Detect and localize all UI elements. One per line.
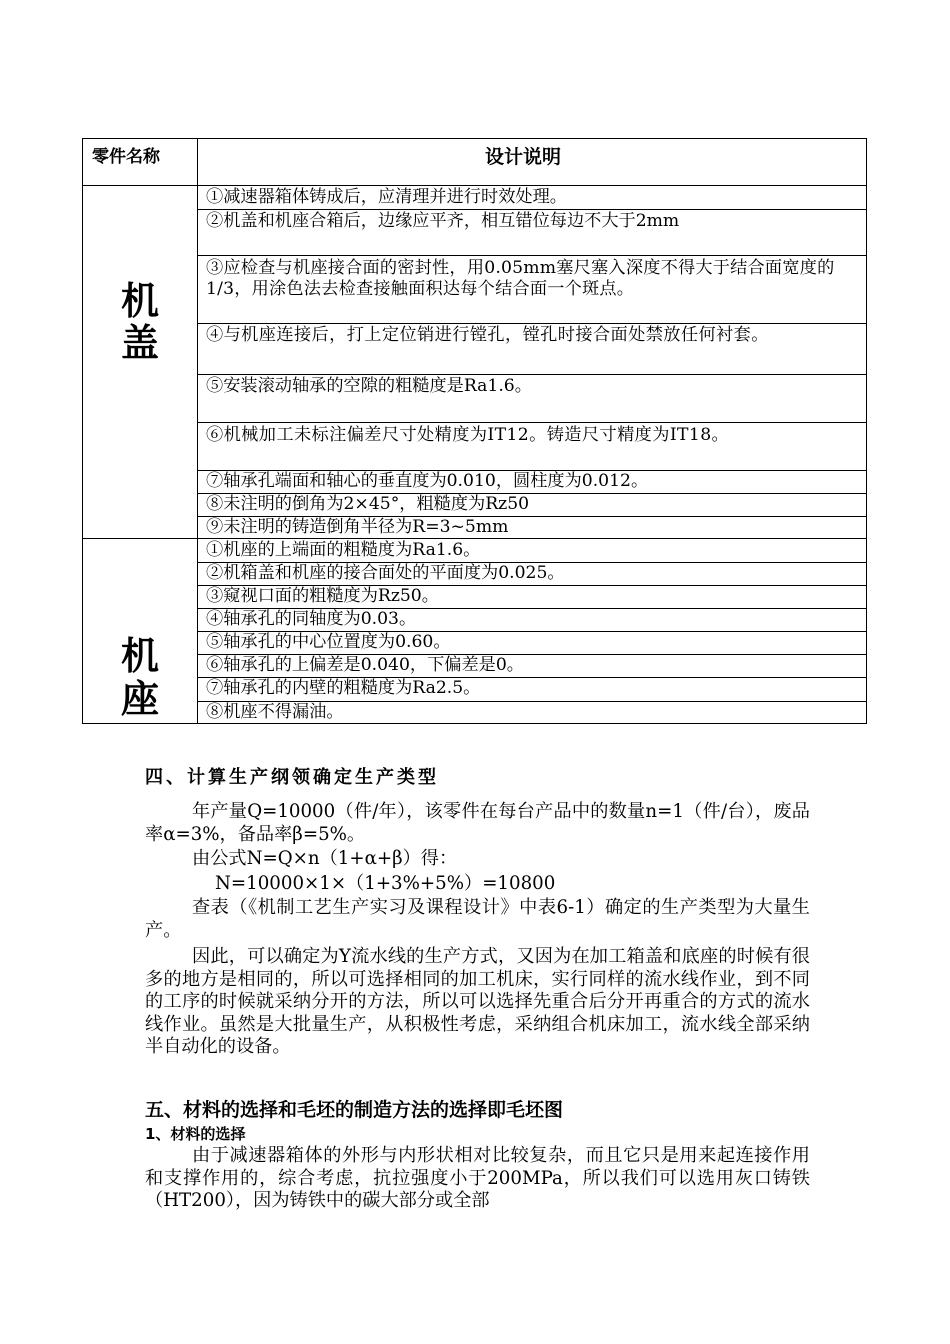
cover-item: ⑦轴承孔端面和轴心的垂直度为0.010，圆柱度为0.012。 (206, 471, 649, 491)
row-line (197, 374, 867, 375)
formula: N=10000×1×（1+3%+5%）=10800 (215, 873, 556, 894)
section-heading: 四、计算生产纲领确定生产类型 (145, 767, 439, 788)
section-heading: 五、材料的选择和毛坯的制造方法的选择即毛坯图 (145, 1099, 564, 1121)
paragraph: 因此，可以确定为Y流水线的生产方式，又因为在加工箱盖和底座的时候有很多的地方是相同的，所以可选择相同的加工机床，实行同样的流水线作业，到不同的工序的时候就采纳分开的方法，所以可以选择先重合后分开再重合的方式的流水线作业。虽然是大批量生产，从积极性考虑，采纳组合机床加工，流水线全部采纳半自动化的设备。 (145, 946, 810, 1057)
row-line (197, 323, 867, 324)
part-label-base-2: 座 (120, 677, 159, 721)
row-line (197, 422, 867, 423)
column-header-part-name: 零件名称 (92, 147, 160, 167)
base-item: ⑧机座不得漏油。 (206, 702, 344, 722)
base-item: ⑦轴承孔的内壁的粗糙度为Ra2.5。 (206, 678, 481, 698)
paragraph: 年产量Q=10000（件/年），该零件在每台产品中的数量n=1（件/台），废品率α=3%，备品率β=5%。 (145, 801, 810, 845)
base-item: ①机座的上端面的粗糙度为Ra1.6。 (206, 540, 481, 560)
base-item: ⑤轴承孔的中心位置度为0.60。 (206, 632, 451, 652)
column-header-design-notes: 设计说明 (485, 146, 562, 168)
cover-item: ⑧未注明的倒角为2×45°，粗糙度为Rz50 (206, 494, 530, 514)
table-section-divider (82, 538, 867, 539)
cover-item: ⑥机械加工未标注偏差尺寸处精度为IT12。铸造尺寸精度为IT18。 (206, 425, 730, 445)
cover-item: ③应检查与机座接合面的密封性，用0.05mm塞尺塞入深度不得大于结合面宽度的1/3，用涂色法去检查接触面积达每个结合面一个斑点。 (206, 258, 835, 299)
cover-item: ①减速器箱体铸成后，应清理并进行时效处理。 (206, 187, 567, 207)
row-line (197, 255, 867, 256)
cover-item: ⑨未注明的铸造倒角半径为R=3~5mm (206, 517, 509, 537)
table-header-divider (82, 185, 867, 186)
base-item: ⑥轴承孔的上偏差是0.040，下偏差是0。 (206, 655, 524, 675)
subsection-heading: 1、材料的选择 (145, 1125, 246, 1143)
part-label-cover-2: 盖 (120, 321, 159, 365)
cover-item: ⑤安装滚动轴承的空隙的粗糙度是Ra1.6。 (206, 376, 532, 396)
part-label-base-1: 机 (120, 634, 159, 678)
table-column-divider (197, 138, 198, 724)
paragraph: 查表（《机制工艺生产实习及课程设计》中表6-1）确定的生产类型为大量生产。 (145, 897, 810, 941)
part-label-cover-1: 机 (120, 279, 159, 323)
base-item: ④轴承孔的同轴度为0.03。 (206, 609, 417, 629)
paragraph: 由于减速器箱体的外形与内形状相对比较复杂，而且它只是用来起连接作用和支撑作用的，综合考虑，抗拉强度小于200MPa，所以我们可以选用灰口铸铁（HT200），因为铸铁中的碳大部分或全部 (145, 1145, 810, 1211)
cover-item: ④与机座连接后，打上定位销进行镗孔，镗孔时接合面处禁放任何衬套。 (206, 325, 769, 345)
row-line (197, 209, 867, 210)
base-item: ③窥视口面的粗糙度为Rz50。 (206, 586, 439, 606)
paragraph: 由公式N=Q×n（1+α+β）得： (192, 848, 458, 869)
cover-item: ②机盖和机座合箱后，边缘应平齐，相互错位每边不大于2mm (206, 211, 680, 231)
base-item: ②机箱盖和机座的接合面处的平面度为0.025。 (206, 563, 565, 583)
